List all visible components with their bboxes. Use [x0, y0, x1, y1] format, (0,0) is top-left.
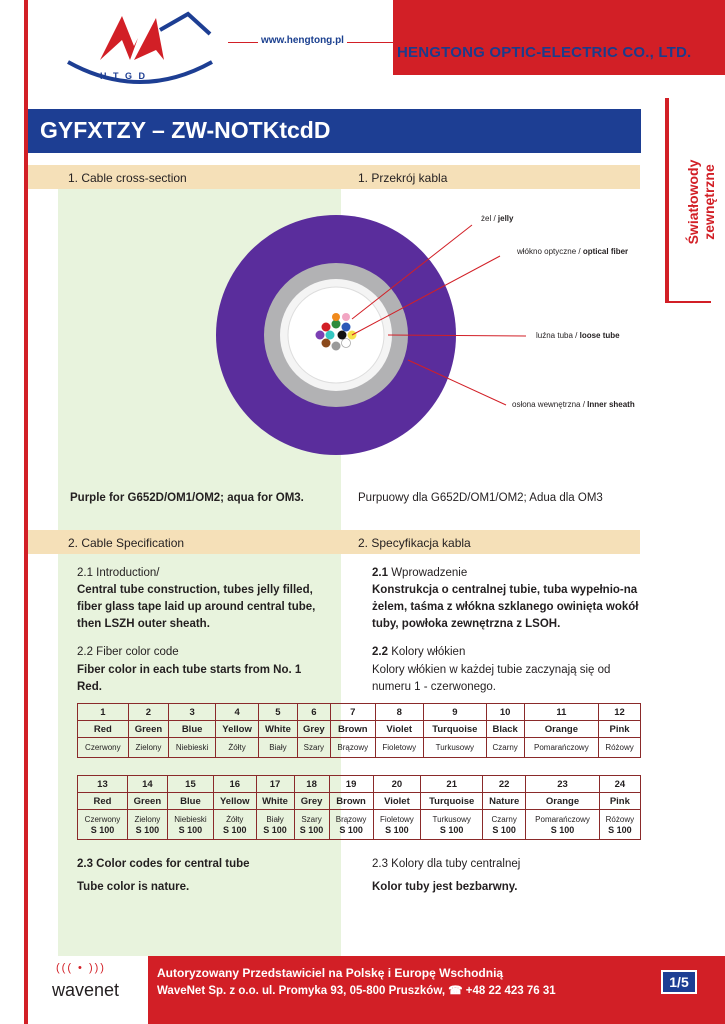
color-note-en: Purple for G652D/OM1/OM2; aqua for OM3.	[70, 492, 304, 504]
fiber-color-en-cell: Turquoise	[423, 721, 486, 738]
intro-body-en: Central tube construction, tubes jelly filled, fiber glass tape laid up around central tube, then LSZH outer sheath.	[77, 584, 316, 630]
fiber-color-en-cell: Violet	[373, 793, 421, 810]
fiber-number-cell: 3	[169, 704, 216, 721]
fiber-color-en-cell: Black	[486, 721, 524, 738]
fiber-code-body-pl: Kolory włókien w każdej tubie zaczynają się od numeru 1 - czerwonego.	[372, 664, 611, 693]
fiber-number-cell: 21	[421, 776, 483, 793]
fiber-color-en-cell: Brown	[330, 721, 375, 738]
fiber-number-cell: 14	[127, 776, 167, 793]
section1-title-pl: 1. Przekrój kabla	[358, 171, 448, 185]
fiber-color-en-cell: Green	[127, 793, 167, 810]
fiber-color-pl-cell: Zielony	[128, 738, 169, 758]
tube-color-body-en: Tube color is nature.	[77, 881, 190, 893]
fiber-color-en-cell: White	[256, 793, 294, 810]
callout-loose-tube: luźna tuba / loose tube	[536, 331, 620, 340]
page-title: GYFXTZY – ZW-NOTKtcdD	[40, 117, 331, 143]
fiber-number-cell: 16	[214, 776, 257, 793]
footer-line-2: WaveNet Sp. z o.o. ul. Promyka 93, 05-800 Pruszków, ☎ +48 22 423 76 31	[157, 985, 556, 997]
fiber-color-en-cell: Red	[78, 721, 129, 738]
fiber-color-pl-cell: Brązowy S 100	[329, 810, 373, 840]
fiber-number-cell: 5	[259, 704, 298, 721]
callout-jelly: żel / jelly	[481, 214, 514, 223]
jelly	[288, 287, 384, 383]
fiber-color-pl-cell: Żółty	[216, 738, 259, 758]
fiber-color-en-cell: Blue	[169, 721, 216, 738]
fiber-color-en-cell: White	[259, 721, 298, 738]
fiber-number-cell: 7	[330, 704, 375, 721]
fiber-number-cell: 12	[599, 704, 641, 721]
fiber-color-pl-cell: Czerwony	[78, 738, 129, 758]
fiber-code-title-en: 2.2 Fiber color code	[77, 646, 179, 658]
fiber-number-cell: 20	[373, 776, 421, 793]
fiber-number-cell: 6	[297, 704, 330, 721]
fiber-color-en-cell: Grey	[294, 793, 329, 810]
fiber-color-en-cell: Orange	[526, 793, 599, 810]
tube-color-body-pl: Kolor tuby jest bezbarwny.	[372, 881, 518, 893]
fiber-number-cell: 24	[599, 776, 640, 793]
fiber-number-cell: 13	[78, 776, 128, 793]
fiber-color-pl-cell: Szary	[297, 738, 330, 758]
fiber-number-cell: 19	[329, 776, 373, 793]
fiber-color-pl-cell: Biały	[259, 738, 298, 758]
fiber-color-en-cell: Violet	[375, 721, 423, 738]
fiber-color-pl-cell: Niebieski	[169, 738, 216, 758]
fiber-color-pl-cell: Zielony S 100	[127, 810, 167, 840]
fiber-color-pl-cell: Turkusowy	[423, 738, 486, 758]
fiber-color-en-cell: Yellow	[214, 793, 257, 810]
intro-title-pl: 2.1 Wprowadzenie	[372, 567, 468, 579]
callout-inner-sheath: osłona wewnętrzna / Inner sheath	[512, 400, 635, 409]
fiber-color-en-cell: Turquoise	[421, 793, 483, 810]
fiber-number-cell: 4	[216, 704, 259, 721]
fiber-number-cell: 8	[375, 704, 423, 721]
fiber-number-cell: 15	[167, 776, 213, 793]
tube-color-title-en: 2.3 Color codes for central tube	[77, 858, 250, 870]
fiber-color-pl-cell: Pomarańczowy	[524, 738, 599, 758]
wavenet-logo-text: wavenet	[52, 980, 120, 1000]
intro-title-en: 2.1 Introduction/	[77, 567, 160, 579]
callout-optical-fiber: włókno optyczne / optical fiber	[517, 247, 629, 256]
fiber-color-en-cell: Red	[78, 793, 128, 810]
fiber-color-pl-cell: Niebieski S 100	[167, 810, 213, 840]
fiber-number-cell: 9	[423, 704, 486, 721]
fiber-code-body-en: Fiber color in each tube starts from No. 1 Red.	[77, 664, 302, 693]
website-link[interactable]: www.hengtong.pl	[258, 35, 347, 46]
fiber-code-title-pl: 2.2 Kolory włókien	[372, 646, 466, 658]
tube-color-title-pl: 2.3 Kolory dla tuby centralnej	[372, 858, 521, 870]
fiber-color-pl-cell: Różowy	[599, 738, 641, 758]
logo-text: H T G D	[100, 71, 147, 81]
footer-line-1: Autoryzowany Przedstawiciel na Polskę i Europę Wschodnią	[157, 966, 504, 980]
fiber-color-pl-cell: Czarny	[486, 738, 524, 758]
section2-header	[28, 530, 640, 554]
fiber-color-en-cell: Orange	[524, 721, 599, 738]
fiber-color-table-1	[77, 703, 641, 758]
fiber-color-table-2	[77, 775, 641, 840]
fiber-number-cell: 1	[78, 704, 129, 721]
fiber-color-en-cell: Pink	[599, 793, 640, 810]
fiber-color-en-cell: Brown	[329, 793, 373, 810]
phone-icon: ☎	[448, 985, 466, 997]
left-red-stripe	[24, 0, 28, 1024]
fiber-color-en-cell: Pink	[599, 721, 641, 738]
section1-header	[28, 165, 640, 189]
wavenet-logo	[28, 956, 148, 1024]
fiber-number-cell: 10	[486, 704, 524, 721]
fiber-color-pl-cell: Biały S 100	[256, 810, 294, 840]
fiber-color-en-cell: Nature	[483, 793, 526, 810]
fiber-color-pl-cell: Czerwony S 100	[78, 810, 128, 840]
color-note-pl: Purpuowy dla G652D/OM1/OM2; Adua dla OM3	[358, 492, 603, 504]
fiber-color-pl-cell: Fioletowy	[375, 738, 423, 758]
fiber-color-en-cell: Grey	[297, 721, 330, 738]
footer-phone: +48 22 423 76 31	[465, 985, 556, 997]
fiber-color-pl-cell: Różowy S 100	[599, 810, 640, 840]
fiber-color-pl-cell: Fioletowy S 100	[373, 810, 421, 840]
fiber-number-cell: 22	[483, 776, 526, 793]
section1-title-en: 1. Cable cross-section	[68, 171, 187, 185]
fiber-color-pl-cell: Czarny S 100	[483, 810, 526, 840]
fiber-number-cell: 17	[256, 776, 294, 793]
section2-title-en: 2. Cable Specification	[68, 536, 185, 550]
intro-body-pl: Konstrukcja o centralnej tubie, tuba wypełnio-na żelem, taśma z włókna szklanego owinięta wokół tuby, powłoka zewnętrzna z LSOH.	[372, 584, 639, 630]
fiber-color-pl-cell: Pomarańczowy S 100	[526, 810, 599, 840]
fiber-color-en-cell: Green	[128, 721, 169, 738]
header-red-band	[393, 0, 725, 75]
fiber-color-pl-cell: Szary S 100	[294, 810, 329, 840]
fiber-number-cell: 11	[524, 704, 599, 721]
section2-title-pl: 2. Specyfikacja kabla	[358, 536, 471, 550]
fiber-number-cell: 2	[128, 704, 169, 721]
fiber-color-pl-cell: Żółty S 100	[214, 810, 257, 840]
fiber-color-en-cell: Blue	[167, 793, 213, 810]
fiber-number-cell: 18	[294, 776, 329, 793]
company-name: HENGTONG OPTIC-ELECTRIC CO., LTD.	[397, 44, 692, 61]
fiber-number-cell: 23	[526, 776, 599, 793]
fiber-color-pl-cell: Turkusowy S 100	[421, 810, 483, 840]
fiber-color-pl-cell: Brązowy	[330, 738, 375, 758]
side-tab-label: Światłowody zewnętrzne	[685, 159, 717, 245]
wavenet-signal-icon: ((( • )))	[56, 962, 106, 974]
page-number: 1/5	[661, 970, 697, 994]
fiber-color-en-cell: Yellow	[216, 721, 259, 738]
